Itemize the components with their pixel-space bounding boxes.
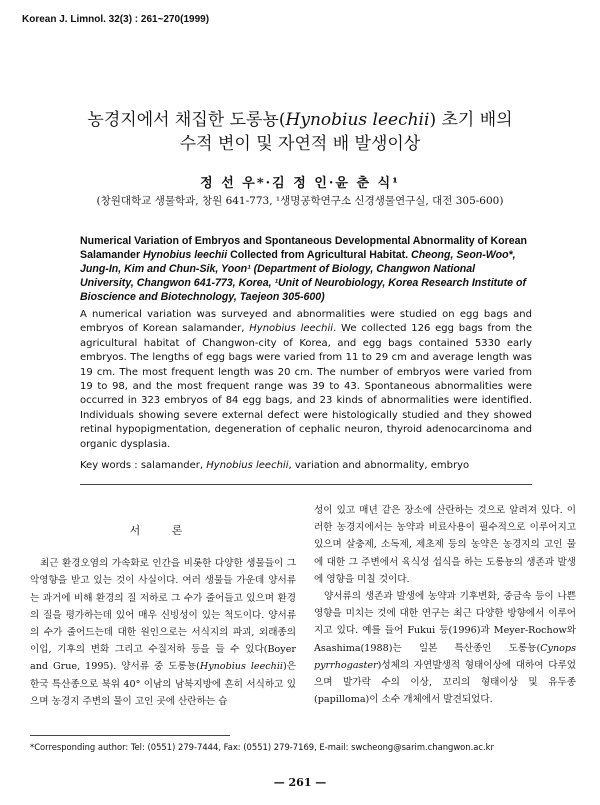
korean-title	[0, 108, 600, 156]
keywords	[80, 460, 532, 471]
paragraph	[30, 555, 296, 710]
footnote: *Corresponding author: Tel: (0551) 279-7444, Fax: (0551) 279-7169, E-mail: swcheong@sarim.changwon.ac.kr	[30, 742, 494, 752]
abstract-species: Hynobius leechii	[249, 323, 334, 335]
paragraph: 성이 있고 매년 같은 장소에 산란하는 것으로 알려져 있다. 이러한 농경지에서는 농약과 비료사용이 필수적으로 이루어지고 있으며 살충제, 소독제, 제초제 등의 농약은 농경지의 고인 물에 대한 그 주변에서 육식성 섭식을 하는 도롱뇽의 생존과 발생에 영향을 미칠 것이다.	[314, 505, 576, 585]
english-authors-affiliation: Cheong, Seon-Woo*, Jung-In, Kim and Chun-Sik, Yoon¹ (Department of Biology, Changwon National University, Changwon 641-773, Korea, ¹Unit of Neurobiology, Korea Research Institute of Bioscience and Biotechnology, Taejeon 305-600)	[80, 249, 527, 303]
authors: 정 선 우*·김 정 인·윤 춘 식¹	[200, 176, 400, 191]
body-right-column	[314, 502, 576, 708]
paragraph-species: Cynops pyrrhogaster	[314, 642, 576, 671]
english-title-end: Collected from Agricultural Habitat.	[227, 249, 409, 261]
english-title: Numerical Variation of Embryos and Spontaneous Developmental Abnormality of Korean Salamander	[80, 235, 527, 261]
english-title-block	[80, 234, 530, 304]
keywords-label: Key words : salamander,	[80, 460, 207, 471]
abstract-text: . We collected 126 egg bags from the agricultural habitat of Changwon-city of Korea, and egg bags contained 5330 early embryos. The lengths of egg bags were varied from 11 to 29 cm and average length was 19 cm. The most frequent length was 20 cm. The number of embryos were varied from 19 to 98, and the most frequent range was 39 to 43. Spontaneous abnormalities were occurred in 323 embryos of 84 egg bags, and 23 kinds of abnormalities were identified. Individuals showing severe external defect were histologically studied and they showed retinal hypopigmentation, degeneration of cephalic neuron, thyroid adenocarcinoma and organic dysplasia.	[80, 323, 532, 450]
divider	[80, 484, 532, 485]
paragraph-text: 최근 환경오염의 가속화로 인간을 비롯한 다양한 생물들이 그 악영향을 받고 있는 것이 사실이다. 여러 생물들 가운데 양서류는 과거에 비해 환경의 질 저하로 그 수가 줄어들고 있으며 환경의 질을 평가하는데 있어 매우 신빙성이 있는 척도이다. 양서류의 수가 줄어드는데 대한 원인으로는 서식지의 파괴, 외래종의 이입, 기후의 변화 그리고 수질저하 등을 들 수 있다(Boyer and Grue, 1995). 양서류 중 도롱뇽(	[30, 558, 296, 673]
paragraph-text: )성체의 자연발생적 형태이상에 대하여 다루었으며 발가락 수의 이상, 꼬리의 형태이상 및 유두종(papilloma)이 소수 개체에서 발견되었다.	[314, 659, 576, 706]
title-line-2: 수적 변이 및 자연적 배 발생이상	[179, 134, 421, 154]
title-species: Hynobius leechii	[285, 110, 430, 130]
body-left-column	[30, 522, 296, 710]
section-heading: 서 론	[129, 524, 197, 537]
title-part: ) 초기 배의	[429, 110, 513, 130]
keywords-rest: , variation and abnormality, embryo	[288, 460, 470, 471]
journal-citation: Korean J. Limnol. 32(3) : 261~270(1999)	[22, 14, 210, 25]
english-title-species: Hynobius leechii	[143, 249, 228, 261]
title-part: 농경지에서 채집한 도롱뇽(	[87, 110, 286, 130]
paragraph-species: Hynobius leechii	[199, 661, 283, 673]
affiliation: (창원대학교 생물학과, 창원 641-773, ¹생명공학연구소 신경생물연구실, 대전 305-600)	[96, 195, 504, 207]
title-line-1	[0, 108, 600, 132]
page-number: — 261 —	[273, 776, 327, 789]
keywords-species: Hynobius leechii	[206, 460, 289, 471]
abstract-text: A numerical variation was surveyed and abnormalities were studied on egg bags and embryos of Korean salamander,	[80, 309, 532, 335]
abstract	[80, 308, 532, 452]
paragraph-text: )은 한국 특산종으로 북위 40° 이남의 남북지방에 흔히 서식하고 있으며 농경지 주변의 물이 고인 곳에 산란하는 습	[30, 661, 296, 707]
footnote-divider	[30, 735, 230, 736]
paragraph-text: 양서류의 생존과 발생에 농약과 기후변화, 중금속 등이 나쁜 영향을 미치는 것에 대한 연구는 최근 다양한 방향에서 이루어지고 있다. 예를 들어 Fukui 등(1996)과 Meyer-Rochow와 Asashima(1988)는 일본 특산종인 도롱뇽(	[314, 591, 576, 654]
paragraph	[314, 588, 576, 708]
